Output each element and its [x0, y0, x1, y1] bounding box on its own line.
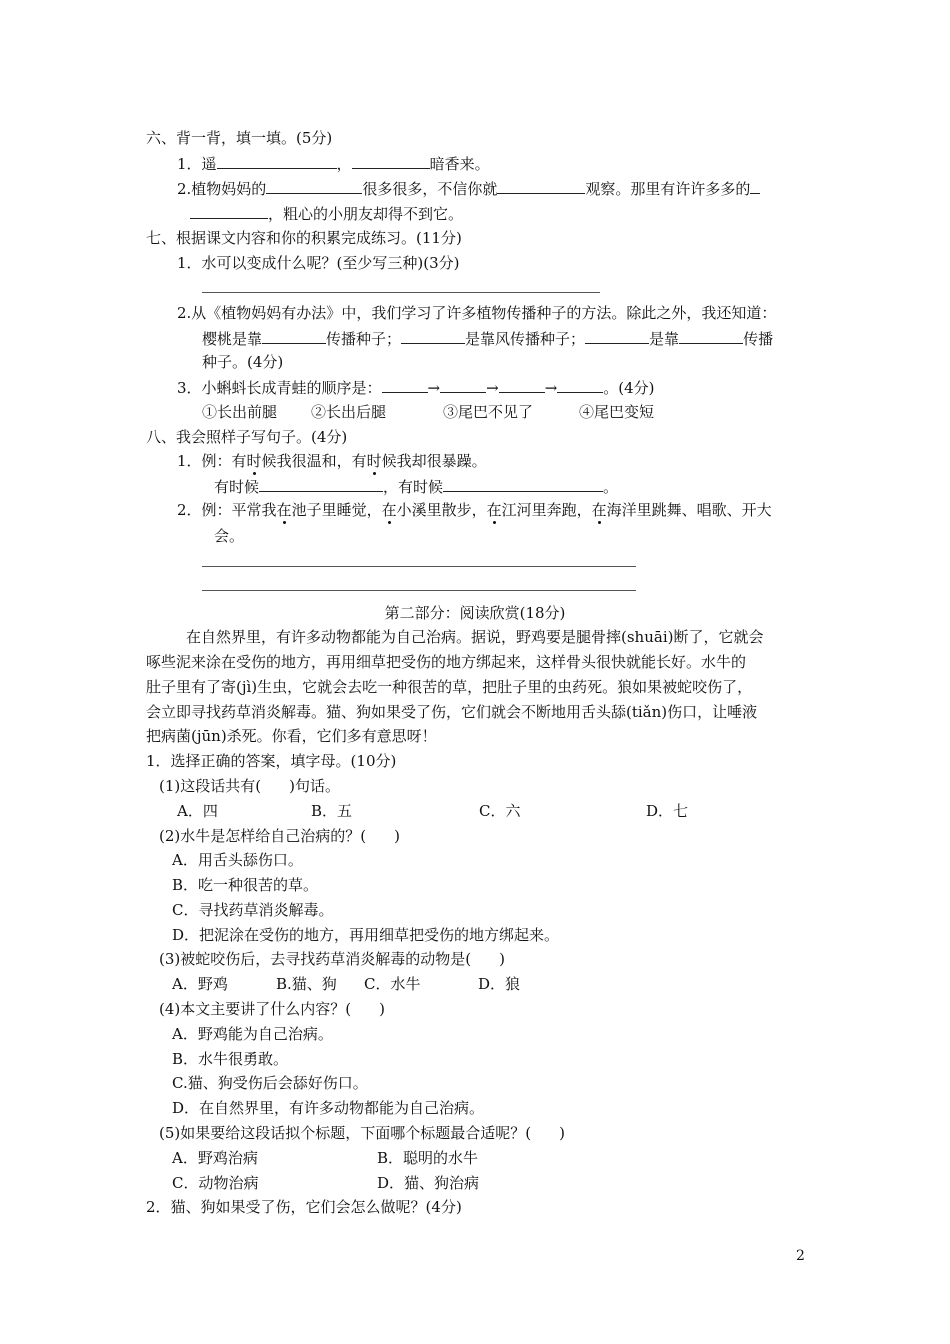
option: B．吃一种很苦的草。 — [172, 876, 319, 894]
section-8-q1-fill: 有时候 ，有时候 。 — [214, 478, 619, 496]
section-8-q2: 2．例：平常我在池子里睡觉，在小溪里散步，在江河里奔跑，在海洋里跳舞、唱歌、开大 — [177, 501, 772, 519]
option: C．寻找药草消炎解毒。 — [172, 901, 334, 919]
option: D．猫、狗治病 — [377, 1174, 480, 1192]
passage-line: 啄些泥来涂在受伤的地方，再用细草把受伤的地方绑起来，这样骨头很快就能长好。水牛的 — [146, 653, 747, 671]
fill-blank[interactable] — [190, 203, 268, 219]
passage-line: 在自然界里，有许多动物都能为自己治病。据说，野鸡要是腿骨摔(shuāi)断了，它就会 — [186, 628, 764, 646]
section-7-q3-option: ④尾巴变短 — [579, 403, 655, 421]
section-8-q2-cont: 会。 — [214, 527, 245, 545]
passage-line: 把病菌(jūn)杀死。你看，它们多有意思呀！ — [146, 727, 437, 745]
option: B．五 — [311, 802, 353, 820]
option: A．四 — [177, 802, 218, 820]
answer-line[interactable] — [202, 292, 600, 293]
section-8-title: 八、我会照样子写句子。(4分) — [146, 428, 348, 446]
passage-line: 肚子里有了寄(jì)生虫，它就会去吃一种很苦的草，把肚子里的虫药死。狼如果被蛇咬伤了， — [146, 678, 753, 696]
section-8-q1: 1．例：有时候我很温和，有时候我却很暴躁。 — [177, 452, 487, 470]
section-6-q2: 2.植物妈妈的 很多很多，不信你就 观察。那里有许许多多的 — [177, 178, 760, 199]
fill-blank[interactable] — [352, 153, 430, 169]
section-7-q2: 2.从《植物妈妈有办法》中，我们学习了许多植物传播种子的方法。除此之外，我还知道： — [177, 304, 777, 322]
answer-line[interactable] — [202, 566, 636, 567]
option: A．野鸡能为自己治病。 — [172, 1025, 333, 1043]
option: B．聪明的水牛 — [377, 1149, 479, 1167]
fill-blank[interactable] — [679, 328, 743, 344]
section-7-q3-option: ③尾巴不见了 — [443, 403, 534, 421]
section-6-q1: 1．遥 ， 暗香来。 — [177, 155, 490, 173]
option: A．野鸡治病 — [172, 1149, 258, 1167]
section-7-q3-option: ②长出后腿 — [311, 403, 387, 421]
fill-blank[interactable] — [585, 328, 649, 344]
part-2-q2: 2．猫、狗如果受了伤，它们会怎么做呢？(4分) — [146, 1198, 462, 1216]
fill-blank[interactable] — [259, 476, 383, 492]
option: D．在自然界里，有许多动物都能为自己治病。 — [172, 1099, 485, 1117]
part-2-q1: 1．选择正确的答案，填字母。(10分) — [146, 752, 397, 770]
fill-blank[interactable] — [499, 377, 545, 393]
section-7-q2-end: 种子。(4分) — [202, 353, 284, 371]
option: A．用舌头舔伤口。 — [172, 851, 303, 869]
section-6-q2-cont: ，粗心的小朋友却得不到它。 — [190, 203, 463, 224]
option: B.猫、狗 — [276, 975, 337, 993]
fill-blank[interactable] — [266, 178, 362, 194]
part-2-title: 第二部分：阅读欣赏(18分) — [384, 604, 566, 622]
sub-question-3: (3)被蛇咬伤后，去寻找药草消炎解毒的动物是( ) — [159, 950, 505, 968]
fill-blank[interactable] — [443, 476, 603, 492]
option: C．动物治病 — [172, 1174, 259, 1192]
fill-blank[interactable] — [497, 178, 585, 194]
section-7-q3: 3．小蝌蚪长成青蛙的顺序是： → → → 。(4分) — [177, 379, 655, 397]
fill-blank[interactable] — [440, 377, 486, 393]
option: C.猫、狗受伤后会舔好伤口。 — [172, 1074, 368, 1092]
fill-blank[interactable] — [217, 153, 337, 169]
option: C．六 — [479, 802, 521, 820]
passage-line: 会立即寻找药草消炎解毒。猫、狗如果受了伤，它们就会不断地用舌头舔(tiǎn)伤口，让唾液 — [146, 703, 758, 721]
section-6-title: 六、背一背，填一填。(5分) — [146, 129, 333, 147]
section-7-q3-option: ①长出前腿 — [202, 403, 278, 421]
fill-blank[interactable] — [750, 178, 760, 194]
fill-blank[interactable] — [382, 377, 428, 393]
option: A．野鸡 — [172, 975, 228, 993]
fill-blank[interactable] — [401, 328, 465, 344]
option: D．把泥涂在受伤的地方，再用细草把受伤的地方绑起来。 — [172, 926, 560, 944]
fill-blank[interactable] — [262, 328, 326, 344]
sub-question-1: (1)这段话共有( )句话。 — [159, 777, 340, 795]
option: D．狼 — [478, 975, 521, 993]
sub-question-5: (5)如果要给这段话拟个标题，下面哪个标题最合适呢？( ) — [159, 1124, 565, 1142]
option: C．水牛 — [364, 975, 421, 993]
page-number: 2 — [796, 1248, 805, 1264]
fill-blank[interactable] — [557, 377, 603, 393]
section-7-q1: 1．水可以变成什么呢？(至少写三种)(3分) — [177, 254, 460, 272]
option: D．七 — [646, 802, 689, 820]
sub-question-2: (2)水牛是怎样给自己治病的？( ) — [159, 827, 400, 845]
section-7-title: 七、根据课文内容和你的积累完成练习。(11分) — [146, 229, 462, 247]
sub-question-4: (4)本文主要讲了什么内容？( ) — [159, 1000, 385, 1018]
answer-line[interactable] — [202, 590, 636, 591]
option: B．水牛很勇敢。 — [172, 1050, 289, 1068]
section-7-q2-blanks: 樱桃是靠 传播种子； 是靠风传播种子； 是靠 传播 — [202, 330, 774, 348]
